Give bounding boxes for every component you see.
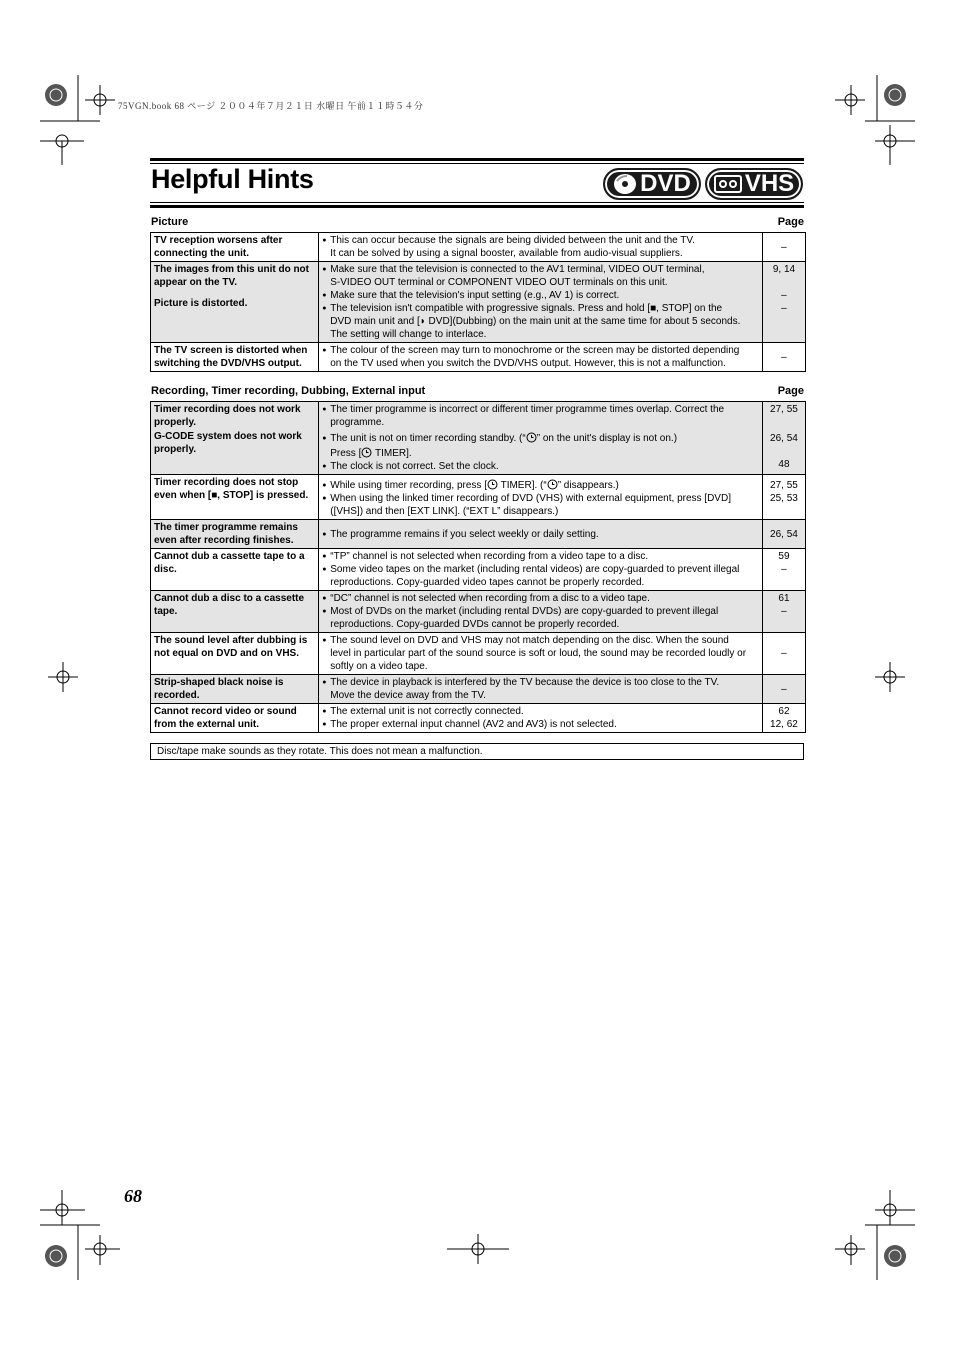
- page-ref: –: [781, 564, 787, 575]
- page-column-label: Page: [777, 385, 804, 397]
- page-cell: [762, 591, 805, 633]
- registration-mark-icon: [85, 85, 115, 115]
- dvd-badge: [603, 168, 701, 200]
- problem-text: Picture is distorted.: [154, 298, 248, 309]
- page-ref: –: [781, 303, 787, 314]
- problem-text: Cannot record video or sound from the external unit.: [154, 706, 297, 730]
- problem-cell: [151, 591, 319, 633]
- problem-text: Timer recording does not stop even when [■, STOP] is pressed.: [154, 477, 309, 501]
- solution-item: S-VIDEO OUT terminal or COMPONENT VIDEO OUT terminals on this unit.: [330, 277, 668, 288]
- solution-item: ● The device in playback is interfered by the TV because the device is too close to the TV.: [322, 676, 759, 689]
- solution-item: reproductions. Copy-guarded video tapes cannot be properly recorded.: [330, 577, 645, 588]
- page-cell: [762, 475, 805, 520]
- page-ref: 27, 55: [770, 404, 798, 415]
- solution-item: ● “TP” channel is not selected when recording from a video tape to a disc.: [322, 550, 759, 563]
- problem-cell: [151, 475, 319, 520]
- solution-cell: [319, 591, 763, 633]
- table-row: [151, 520, 806, 549]
- page-ref: –: [781, 290, 787, 301]
- problem-cell: [151, 343, 319, 372]
- solution-item: ● The television isn't compatible with progressive signals. Press and hold [■, STOP] on the: [322, 302, 759, 315]
- solution-cell: [319, 549, 763, 591]
- page-ref: 27, 55: [770, 480, 798, 491]
- solution-item: It can be solved by using a signal booster, available from audio-visual suppliers.: [330, 248, 683, 259]
- table-row: [151, 549, 806, 591]
- solution-item: ([VHS]) and then [EXT LINK]. (“EXT L” disappears.): [330, 506, 559, 517]
- problem-text: The images from this unit do not appear on the TV.: [154, 264, 309, 288]
- page-ref: 12, 62: [770, 719, 798, 730]
- problem-text: TV reception worsens after connecting the unit.: [154, 235, 283, 259]
- problem-cell: [151, 262, 319, 343]
- cassette-icon: [714, 175, 742, 193]
- page-cell: –: [762, 343, 805, 372]
- solution-item: ● The timer programme is incorrect or different timer programme times overlap. Correct the: [322, 403, 759, 416]
- registration-mark-icon: [40, 1180, 120, 1280]
- solution-item: ● Some video tapes on the market (including rental videos) are copy-guarded to prevent illegal: [322, 563, 759, 576]
- problem-text: The timer programme remains even after recording finishes.: [154, 522, 298, 546]
- table-row: [151, 633, 806, 675]
- solution-item: ● The clock is not correct. Set the clock.: [322, 460, 759, 473]
- solution-item: ● This can occur because the signals are being divided between the unit and the TV.: [322, 234, 759, 247]
- solution-item: Move the device away from the TV.: [330, 690, 486, 701]
- problem-text: Cannot dub a cassette tape to a disc.: [154, 551, 305, 575]
- table-row: [151, 591, 806, 633]
- table-row: [151, 402, 806, 475]
- section-title: Recording, Timer recording, Dubbing, External input: [151, 385, 426, 397]
- vhs-badge-label: VHS: [744, 170, 795, 197]
- solution-cell: [319, 475, 763, 520]
- solution-item: softly on a video tape.: [330, 661, 428, 672]
- solution-item: ● While using timer recording, press [ TIMER]. (“ ” disappears.): [322, 479, 759, 492]
- page-column-label: Page: [777, 216, 804, 228]
- problem-cell: [151, 520, 319, 549]
- page-cell: [762, 402, 805, 475]
- problem-text: Cannot dub a disc to a cassette tape.: [154, 593, 305, 617]
- problem-text: Strip-shaped black noise is recorded.: [154, 677, 284, 701]
- solution-item: programme.: [330, 417, 385, 428]
- page-cell: 26, 54: [762, 520, 805, 549]
- timer-icon: [361, 447, 372, 458]
- note-box: Disc/tape make sounds as they rotate. This does not mean a malfunction.: [150, 743, 804, 760]
- page-title: Helpful Hints: [151, 164, 314, 194]
- solution-item: ● The external unit is not correctly connected.: [322, 705, 759, 718]
- timer-icon: [547, 479, 558, 490]
- problem-cell: [151, 704, 319, 733]
- page-ref: 9, 14: [772, 264, 796, 275]
- problem-cell: [151, 675, 319, 704]
- solution-item: level in particular part of the sound source is soft or loud, the sound may be recorded loudly or: [330, 648, 747, 659]
- table-row: [151, 233, 806, 262]
- page-ref: 25, 53: [770, 493, 798, 504]
- page-ref: 48: [778, 459, 790, 470]
- page-ref: –: [781, 606, 787, 617]
- timer-icon: [526, 432, 537, 443]
- solution-item: The setting will change to interlace.: [330, 329, 487, 340]
- table-row: [151, 704, 806, 733]
- page-cell: –: [762, 675, 805, 704]
- table-row: [151, 262, 806, 343]
- registration-mark-icon: [875, 662, 905, 692]
- page-ref: 26, 54: [770, 433, 798, 444]
- solution-item: ● The unit is not on timer recording standby. (“ ” on the unit's display is not on.): [322, 432, 759, 445]
- dvd-badge-label: DVD: [640, 170, 691, 197]
- solution-item: ● “DC” channel is not selected when recording from a disc to a video tape.: [322, 592, 759, 605]
- title-rule: [150, 205, 804, 208]
- solution-item: ● When using the linked timer recording of DVD (VHS) with external equipment, press [DVD]: [322, 492, 759, 505]
- print-header: 75VGN.book 68 ページ ２００４年７月２１日 水曜日 午前１１時５４分: [118, 101, 424, 111]
- solution-item: Press [ TIMER].: [330, 448, 412, 459]
- problem-text: The TV screen is distorted when switching the DVD/VHS output.: [154, 345, 308, 369]
- page-ref: 61: [778, 593, 790, 604]
- problem-cell: [151, 549, 319, 591]
- registration-mark-icon: [835, 75, 915, 165]
- page-number: 68: [124, 1186, 142, 1206]
- solution-item: ● Most of DVDs on the market (including rental DVDs) are copy-guarded to prevent illegal: [322, 605, 759, 618]
- registration-mark-icon: [835, 1180, 915, 1280]
- table-row: [151, 675, 806, 704]
- page-cell: –: [762, 233, 805, 262]
- solution-cell: [319, 520, 763, 549]
- page-cell: [762, 262, 805, 343]
- solution-cell: [319, 675, 763, 704]
- solution-item: DVD main unit and [◗ DVD](Dubbing) on the main unit at the same time for about 5 seconds.: [330, 316, 741, 327]
- problem-cell: [151, 233, 319, 262]
- solution-item: reproductions. Copy-guarded DVDs cannot be properly recorded.: [330, 619, 620, 630]
- registration-mark-icon: [447, 1234, 509, 1264]
- disc-icon: [613, 172, 637, 196]
- problem-text: G-CODE system does not work properly.: [154, 431, 302, 455]
- table-row: [151, 475, 806, 520]
- picture-section-heading: [151, 216, 804, 228]
- solution-item: on the TV used when you switch the DVD/VHS output. However, this is not a malfunction.: [330, 358, 726, 369]
- solution-item: ● Make sure that the television is connected to the AV1 terminal, VIDEO OUT terminal,: [322, 263, 759, 276]
- recording-section-heading: [151, 385, 804, 397]
- problem-text: The sound level after dubbing is not equal on DVD and on VHS.: [154, 635, 308, 659]
- title-rule: [150, 158, 804, 161]
- problem-cell: [151, 402, 319, 475]
- page-ref: 59: [778, 551, 790, 562]
- solution-item: ● Make sure that the television's input setting (e.g., AV 1) is correct.: [322, 289, 759, 302]
- solution-item: ● The programme remains if you select weekly or daily setting.: [322, 528, 759, 541]
- title-rule: [150, 202, 804, 203]
- timer-icon: [487, 479, 498, 490]
- recording-table: [150, 401, 806, 733]
- vhs-badge: [705, 168, 803, 200]
- solution-item: ● The colour of the screen may turn to monochrome or the screen may be distorted depending: [322, 344, 759, 357]
- picture-table: [150, 232, 806, 372]
- registration-mark-icon: [48, 662, 78, 692]
- problem-text: Timer recording does not work properly.: [154, 404, 301, 428]
- solution-cell: [319, 233, 763, 262]
- solution-cell: [319, 704, 763, 733]
- table-row: [151, 343, 806, 372]
- page-cell: –: [762, 633, 805, 675]
- section-title: Picture: [151, 216, 189, 228]
- page-cell: [762, 704, 805, 733]
- solution-item: ● The sound level on DVD and VHS may not match depending on the disc. When the sound: [322, 634, 759, 647]
- solution-cell: [319, 343, 763, 372]
- solution-cell: [319, 262, 763, 343]
- solution-item: ● The proper external input channel (AV2 and AV3) is not selected.: [322, 718, 759, 731]
- page-ref: 62: [778, 706, 790, 717]
- page-cell: [762, 549, 805, 591]
- solution-cell: [319, 633, 763, 675]
- solution-cell: [319, 402, 763, 475]
- problem-cell: [151, 633, 319, 675]
